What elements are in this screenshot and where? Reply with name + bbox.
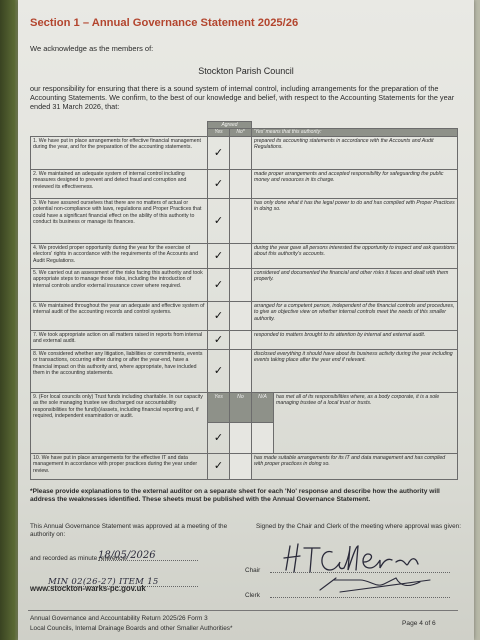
row-number: 7. — [33, 331, 38, 338]
row-statement: We provided proper opportunity during the year for the exercise of electors' rights in accordance with the requirements of the Accounts and Audit Regulations. — [33, 244, 199, 264]
row-number: 6. — [33, 302, 38, 309]
no-cell — [230, 453, 252, 479]
table-row — [31, 392, 458, 423]
yes-tick: ✓ — [208, 301, 230, 330]
meaning-header: 'Yes' means that this authority: — [252, 129, 458, 136]
page-number: Page 4 of 6 — [402, 620, 436, 627]
council-name: Stockton Parish Council — [198, 66, 294, 76]
agreed-header: Agreed — [208, 122, 252, 129]
row-number: 1. — [33, 137, 38, 144]
yes-header: Yes — [208, 129, 230, 136]
yes-tick: ✓ — [208, 453, 230, 479]
no-cell — [230, 330, 252, 349]
row-number: 10. — [33, 454, 41, 461]
table-row — [31, 136, 458, 169]
yes-tick: ✓ — [208, 268, 230, 301]
section-title: Section 1 – Annual Governance Statement 2025/26 — [30, 17, 299, 29]
footer-authority-type: Local Councils, Internal Drainage Boards and other Smaller Authorities* — [30, 625, 233, 632]
approval-text: This Annual Governance Statement was approved at a meeting of the authority on: — [30, 523, 228, 538]
row-meaning: has only done what it has the legal power to do and has complied with Proper Practices in doing so. — [252, 198, 458, 243]
row9-na-header: N/A — [252, 392, 274, 423]
document-page — [18, 0, 474, 640]
assertion-rows — [31, 136, 458, 392]
row-number: 4. — [33, 244, 38, 251]
no-cell — [230, 301, 252, 330]
table-row — [31, 453, 458, 479]
row-statement: We maintained an adequate system of internal control including measures designed to prevent and detect fraud and corruption and reviewed its effectiveness. — [33, 170, 187, 190]
footer-form-title: Annual Governance and Accountability Return 2025/26 Form 3 — [30, 615, 208, 622]
row-meaning: during the year gave all persons interested the opportunity to inspect and ask questions about this authority's accounts. — [252, 243, 458, 268]
yes-tick: ✓ — [208, 243, 230, 268]
row-meaning: responded to matters brought to its attention by internal and external audit. — [252, 330, 458, 349]
row-number: 8. — [33, 350, 38, 357]
row-statement: (For local councils only) Trust funds including charitable. In our capacity as the sole managing trustee we discharged our accountability responsibilities for the fund(s)/assets, including financial reporting and, if required, independent examination or audit. — [33, 393, 203, 420]
intro-paragraph: our responsibility for ensuring that there is a sound system of internal control, including arrangements for the preparation of the Accounting Statements. We confirm, to the best of our knowledge and belief, with respect to the Accounting Statements for the year ended 31 March 2026, that: — [30, 84, 455, 112]
no-cell — [230, 198, 252, 243]
row-meaning: considered and documented the financial and other risks it faces and dealt with them properly. — [252, 268, 458, 301]
approval-date-handwritten: 18/05/2026 — [98, 550, 156, 561]
row-number: 9. — [33, 393, 38, 400]
chair-label: Chair — [245, 567, 261, 574]
table-header-agreed — [31, 122, 458, 129]
table-row — [31, 243, 458, 268]
no-cell — [230, 268, 252, 301]
row-meaning: arranged for a competent person, independent of the financial controls and procedures, to give an objective view on whether internal controls meet the needs of this smaller authority. — [252, 301, 458, 330]
clerk-label: Clerk — [245, 592, 260, 599]
no-cell — [230, 423, 252, 454]
row-meaning: has met all of its responsibilities where, as a body corporate, it is a sole managing trustee of a local trust or trusts. — [274, 392, 458, 453]
table-row — [31, 330, 458, 349]
explanation-note: *Please provide explanations to the external auditor on a separate sheet for each 'No' response and describe how the authority will address the weaknesses identified. These sheets must be published with the Annual Governance Statement. — [30, 488, 440, 503]
row-statement: We have put in place arrangements for effective financial management during the year, and for the preparation of the accounting statements. — [33, 137, 201, 151]
table-header — [31, 129, 458, 136]
minute-ref-handwritten: MIN 02(26-27) ITEM 15 — [48, 577, 159, 587]
no-header: No* — [230, 129, 252, 136]
website-link[interactable]: www.stockton-warks-pc.gov.uk — [30, 584, 146, 593]
row-meaning: made proper arrangements and accepted responsibility for safeguarding the public money and resources in its charge. — [252, 169, 458, 198]
yes-tick: ✓ — [208, 198, 230, 243]
no-cell — [230, 243, 252, 268]
row-number: 2. — [33, 170, 38, 177]
table-row — [31, 268, 458, 301]
table-row — [31, 198, 458, 243]
minute-ref-label: and recorded as minute reference: — [30, 555, 128, 562]
assertions-table — [30, 121, 458, 480]
yes-tick: ✓ — [208, 136, 230, 169]
row-statement: We maintained throughout the year an adequate and effective system of internal audit of the accounting records and control systems. — [33, 302, 205, 316]
yes-tick: ✓ — [208, 349, 230, 392]
row-statement: We have assured ourselves that there are no matters of actual or potential non-compliance with laws, regulations and Proper Practices that could have a significant financial effect on the ability of this authority to conduct its business or manage its finances. — [33, 199, 202, 226]
row-number: 5. — [33, 269, 38, 276]
yes-tick: ✓ — [208, 330, 230, 349]
table-row — [31, 169, 458, 198]
row-statement: We took appropriate action on all matters raised in reports from internal and external audit. — [33, 331, 203, 345]
row9-no-header: No — [230, 392, 252, 423]
row-number: 3. — [33, 199, 38, 206]
na-cell — [252, 423, 274, 454]
acknowledgement: We acknowledge as the members of: — [30, 44, 154, 53]
row-statement: We considered whether any litigation, liabilities or commitments, events or transactions, occurring either during or after the year-end, have a financial impact on this authority and, where appropriate, have included them in the accounting statements. — [33, 350, 203, 377]
row9-yes-header: Yes — [208, 392, 230, 423]
row-statement: We have put in place arrangements for the effective IT and data management in accordance with proper practices during the year under review. — [33, 454, 198, 474]
footer-divider — [28, 610, 458, 611]
table-row — [31, 349, 458, 392]
chair-signature — [280, 540, 440, 600]
yes-tick: ✓ — [208, 423, 230, 454]
no-cell — [230, 349, 252, 392]
no-cell — [230, 169, 252, 198]
row-meaning: has made suitable arrangements for its IT and data management and has complied with proper practices in doing so. — [252, 453, 458, 479]
table-row — [31, 301, 458, 330]
signed-text: Signed by the Chair and Clerk of the meeting where approval was given: — [256, 523, 461, 530]
no-cell — [230, 136, 252, 169]
row-meaning: disclosed everything it should have about its business activity during the year including events taking place after the year end if relevant. — [252, 349, 458, 392]
row-meaning: prepared its accounting statements in accordance with the Accounts and Audit Regulations. — [252, 136, 458, 169]
row-statement: We carried out an assessment of the risks facing this authority and took appropriate steps to manage those risks, including the introduction of internal controls and/or external insurance cover where required. — [33, 269, 203, 289]
yes-tick: ✓ — [208, 169, 230, 198]
